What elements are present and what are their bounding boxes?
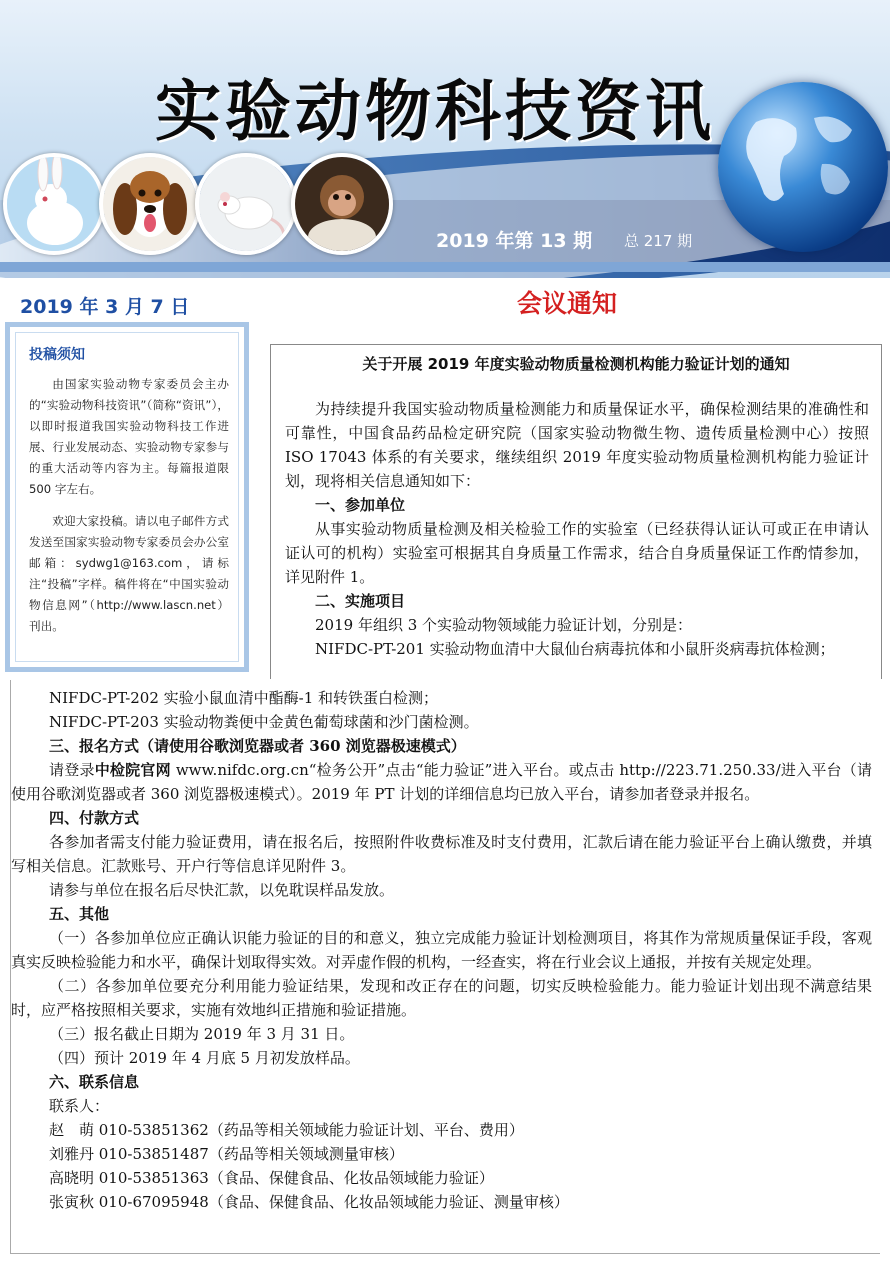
rabbit-photo: [3, 153, 105, 255]
section-3-text: [11, 758, 872, 806]
section-1-text: 从事实验动物质量检测及相关检验工作的实验室（已经获得认证认可或正在申请认证认可的机构）实验室可根据其自身质量工作需求，结合自身质量保证工作酌情参加，详见附件 1。: [285, 520, 869, 586]
contact-label: 联系人：: [49, 1097, 110, 1115]
masthead-banner: [0, 0, 890, 278]
publication-date: 2019 年 3 月 7 日: [20, 296, 190, 318]
submission-guidelines-box: [5, 322, 249, 672]
nifdc-site-name: 中检院官网: [94, 761, 171, 779]
notice-intro: 为持续提升我国实验动物质量检测能力和质量保证水平，确保检测结果的准确性和可靠性，中国食品药品检定研究院（国家实验动物微生物、遗传质量检测中心）按照 ISO 17043 体系的有关要求，继续组织 2019 年度实验动物质量检测机构能力验证计划，现将相关信息通知如下：: [285, 400, 869, 490]
section-5-para-4: （四）预计 2019 年 4 月底 5 月初发放样品。: [49, 1049, 360, 1067]
monkey-photo: [291, 153, 393, 255]
contact-line: 刘雅丹 010-53851487（药品等相关领域测量审核）: [49, 1145, 404, 1163]
masthead-title: 实验动物科技资讯: [155, 73, 715, 150]
section-1-heading: 一、参加单位: [315, 496, 406, 514]
section-3-pre: 请登录: [49, 761, 95, 779]
section-4-heading: 四、付款方式: [49, 809, 140, 827]
contact-line: 高晓明 010-53851363（食品、保健食品、化妆品领域能力验证）: [49, 1169, 494, 1187]
beagle-photo: [99, 153, 201, 255]
section-4-text-1: 各参加者需支付能力验证费用，请在报名后，按照附件收费标准及时支付费用，汇款后请在能力验证平台上确认缴费，并填写相关信息。汇款账号、开户行等信息详见附件 3。: [11, 833, 872, 875]
section-2-item-3: NIFDC-PT-203 实验动物粪便中金黄色葡萄球菌和沙门菌检测。: [49, 713, 479, 731]
notice-box: [270, 344, 882, 679]
submission-guidelines-para1: 由国家实验动物专家委员会主办的“实验动物科技资讯”（简称“资讯”），以即时报道我国实验动物科技工作进展、行业发展动态、实验动物专家参与的重大活动等内容为主。每篇报道限 500 字左右。: [29, 377, 229, 496]
contact-line: 赵 萌 010-53851362（药品等相关领域能力验证计划、平台、费用）: [49, 1121, 524, 1139]
issue-number: 2019 年第 13 期: [436, 230, 593, 252]
contact-line: 张寅秋 010-67095948（食品、保健食品、化妆品领域能力验证、测量审核）: [49, 1193, 569, 1211]
section-title: 会议通知: [517, 289, 618, 318]
total-issue-count: 总 217 期: [624, 232, 693, 250]
section-5-heading: 五、其他: [49, 905, 110, 923]
submission-guidelines-inner: [15, 332, 239, 662]
section-5-para-2: （二）各参加单位要充分利用能力验证结果，发现和改正存在的问题，切实反映检验能力。能力验证计划出现不满意结果时，应严格按照相关要求，实施有效地纠正措施和验证措施。: [11, 977, 872, 1019]
notice-continuation: [10, 680, 880, 1254]
submission-guidelines-heading: 投稿须知: [29, 347, 85, 363]
section-3-heading: 三、报名方式（请使用谷歌浏览器或者 360 浏览器极速模式）: [49, 737, 466, 755]
notice-body: [285, 397, 869, 661]
section-5-para-1: （一）各参加单位应正确认识能力验证的目的和意义，独立完成能力验证计划检测项目，将其作为常规质量保证手段，客观真实反映检验能力和水平，确保计划取得实效。对弄虚作假的机构，一经查实，将在行业会议上通报，并按有关规定处理。: [11, 929, 872, 971]
section-4-text-2: 请参与单位在报名后尽快汇款，以免耽误样品发放。: [49, 881, 395, 899]
section-5-para-3: （三）报名截止日期为 2019 年 3 月 31 日。: [49, 1025, 355, 1043]
submission-guidelines-para2: 欢迎大家投稿。请以电子邮件方式发送至国家实验动物专家委员会办公室邮箱：sydwg1@163.com，请标注“投稿”字样。稿件将在“中国实验动物信息网”（http://www.lascn.net）刊出。: [29, 514, 229, 633]
section-2-heading: 二、实施项目: [315, 592, 406, 610]
section-2-text: 2019 年组织 3 个实验动物领域能力验证计划，分别是：: [315, 616, 693, 634]
section-3-body: www.nifdc.org.cn“检务公开”点击“能力验证”进入平台。或点击 http://223.71.250.33/进入平台（请使用谷歌浏览器或者 360 浏览器极速模式）。2019 年 PT 计划的详细信息均已放入平台，请参加者登录并报名。: [11, 761, 872, 803]
section-2-item-1: NIFDC-PT-201 实验动物血清中大鼠仙台病毒抗体和小鼠肝炎病毒抗体检测；: [315, 640, 835, 658]
globe-icon: [718, 82, 888, 252]
notice-continuation-body: [11, 686, 872, 1214]
section-6-heading: 六、联系信息: [49, 1073, 140, 1091]
notice-title: 关于开展 2019 年度实验动物质量检测机构能力验证计划的通知: [362, 355, 790, 373]
banner-underline: [0, 262, 890, 272]
section-2-item-2: NIFDC-PT-202 实验小鼠血清中酯酶-1 和转铁蛋白检测；: [49, 689, 439, 707]
white-rat-photo: [195, 153, 297, 255]
